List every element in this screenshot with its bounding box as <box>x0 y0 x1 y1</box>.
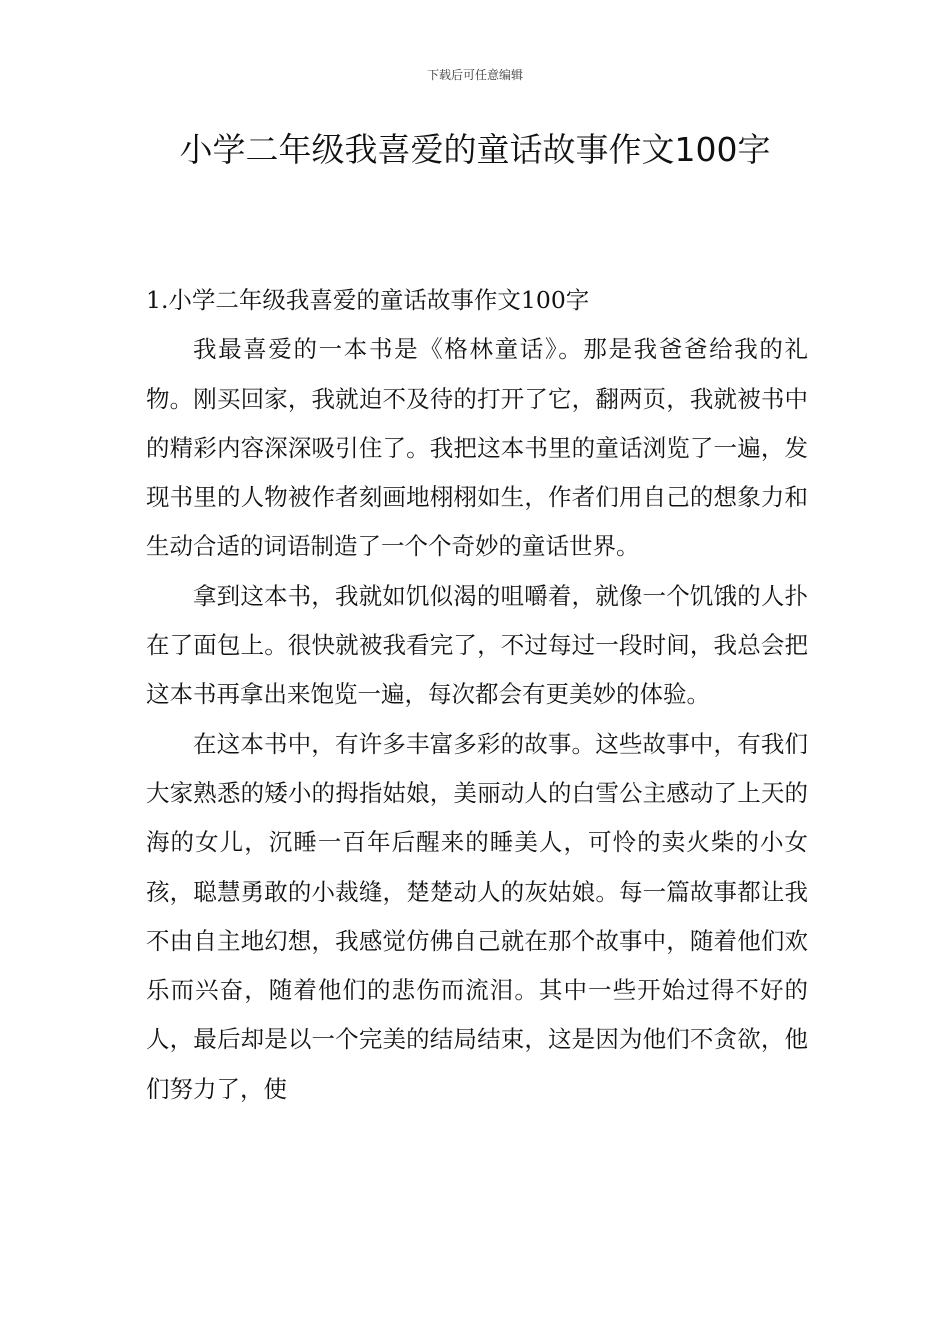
page-header-note: 下载后可任意编辑 <box>426 68 523 82</box>
section-heading: 1.小学二年级我喜爱的童话故事作文100字 <box>146 286 590 314</box>
paragraph-3: 在这本书中，有许多丰富多彩的故事。这些故事中，有我们大家熟悉的矮小的拇指姑娘，美丽动人的白雪公主感动了上天的海的女儿，沉睡一百年后醒来的睡美人，可怜的卖火柴的小女孩，聪慧勇敢的小裁缝，楚楚动人的灰姑娘。每一篇故事都让我不由自主地幻想，我感觉仿佛自己就在那个故事中，随着他们欢乐而兴奋，随着他们的悲伤而流泪。其中一些开始过得不好的人，最后却是以一个完美的结局结束，这是因为他们不贪欲，他们努力了，使 <box>146 729 808 1103</box>
paragraph-1: 我最喜爱的一本书是《格林童话》。那是我爸爸给我的礼物。刚买回家，我就迫不及待的打开了它，翻两页，我就被书中的精彩内容深深吸引住了。我把这本书里的童话浏览了一遍，发现书里的人物被作者刻画地栩栩如生，作者们用自己的想象力和生动合适的词语制造了一个个奇妙的童话世界。 <box>146 335 808 561</box>
document-body <box>146 276 808 1114</box>
document-title: 小学二年级我喜爱的童话故事作文100字 <box>179 130 771 169</box>
paragraph-2: 拿到这本书，我就如饥似渴的咀嚼着，就像一个饥饿的人扑在了面包上。很快就被我看完了，不过每过一段时间，我总会把这本书再拿出来饱览一遍，每次都会有更美妙的体验。 <box>146 581 808 709</box>
